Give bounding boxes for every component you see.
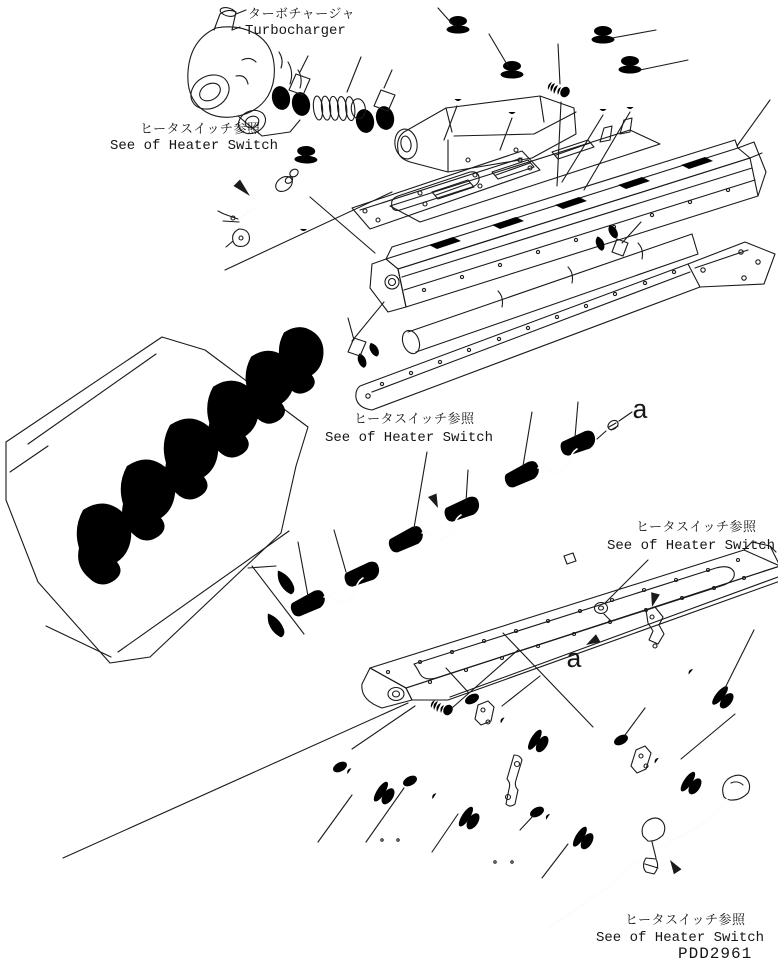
- hex-bolt: [619, 56, 642, 109]
- hex-bolt: [501, 61, 524, 114]
- wiring-harness: [549, 775, 750, 928]
- label-heater-ref4-jp: ヒータスイッチ参照: [625, 913, 746, 928]
- threaded-plug: [548, 82, 572, 99]
- hex-bolt: [592, 26, 615, 111]
- label-turbocharger-en: Turbocharger: [245, 23, 346, 39]
- clamp-plate: [374, 70, 395, 111]
- label-heater-ref1-jp: ヒータスイッチ参照: [140, 122, 261, 137]
- diagram-labels: [110, 7, 775, 963]
- top-bolts: [438, 8, 688, 190]
- hex-bolt: [540, 806, 597, 854]
- o-ring: [374, 104, 397, 131]
- label-turbocharger-jp: ターボチャージャ: [248, 7, 356, 22]
- hex-bolt: [342, 760, 399, 808]
- orings-and-bellows: [270, 56, 397, 135]
- heater-housing: [63, 542, 778, 858]
- label-heater-ref2-en: See of Heater Switch: [325, 430, 494, 446]
- manifold-gasket: [356, 242, 775, 410]
- label-marker-a-1: a: [632, 397, 649, 427]
- label-heater-ref3-jp: ヒータスイッチ参照: [636, 520, 757, 535]
- hex-bolt: [682, 662, 738, 713]
- label-heater-ref1-en: See of Heater Switch: [110, 138, 279, 154]
- marker-a-screw: [597, 412, 632, 439]
- label-heater-ref2-jp: ヒータスイッチ参照: [354, 412, 475, 427]
- hex-bolt: [292, 146, 318, 232]
- intake-connector-cover: [393, 96, 576, 172]
- housing-fasteners: [446, 560, 754, 748]
- bottom-fasteners: [318, 650, 735, 878]
- label-part-number: PDD2961: [678, 945, 753, 963]
- hex-bolt: [447, 16, 470, 101]
- label-heater-ref3-en: See of Heater Switch: [607, 538, 776, 554]
- hex-bolt: [495, 710, 552, 757]
- washer: [612, 732, 630, 747]
- arrow-heater-ref-4: [670, 860, 699, 905]
- o-ring: [270, 84, 293, 111]
- intake-manifold: [370, 100, 770, 312]
- washer: [528, 804, 546, 819]
- cover-gasket: [225, 151, 540, 270]
- clip-parts: [348, 220, 641, 369]
- washer: [401, 773, 419, 788]
- hex-bolt: [649, 750, 706, 799]
- washer: [331, 759, 349, 774]
- threaded-plug: [431, 700, 455, 717]
- arrow-heater-ref-1: [205, 152, 250, 196]
- clamp-plate: [289, 56, 310, 95]
- hex-bolt: [427, 785, 484, 833]
- label-marker-a-2: a: [566, 646, 583, 676]
- label-heater-ref4-en: See of Heater Switch: [596, 930, 765, 946]
- cylinder-block: [6, 327, 324, 663]
- heater-harness-a2: [502, 402, 598, 489]
- manifold-deck: [390, 118, 660, 222]
